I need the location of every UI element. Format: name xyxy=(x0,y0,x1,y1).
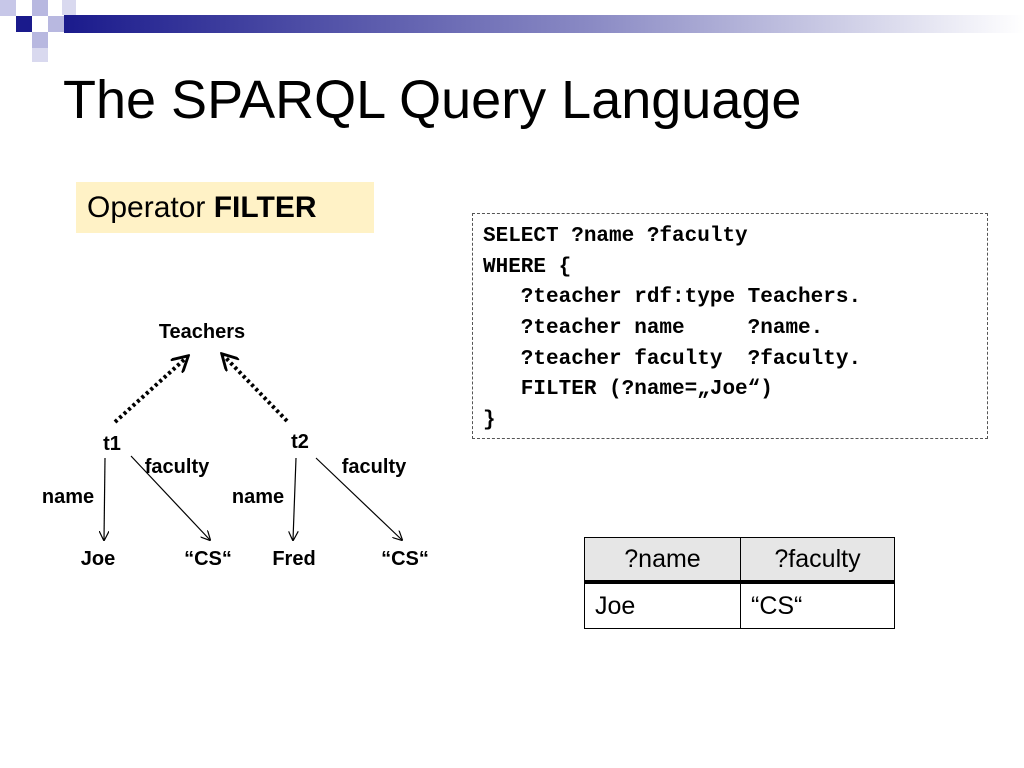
name-edge-t2 xyxy=(293,458,296,540)
header-square xyxy=(16,0,32,16)
value-node-fred: Fred xyxy=(272,548,316,570)
value-node-cs-t2: “CS“ xyxy=(381,548,429,570)
header-square xyxy=(32,48,48,62)
class-node-teachers: Teachers xyxy=(158,321,246,343)
table-header-row xyxy=(585,538,895,583)
rdf-graph-diagram xyxy=(0,300,460,600)
instance-node-t2: t2 xyxy=(291,431,309,453)
edge-label-name-t1: name xyxy=(41,486,95,508)
header-square xyxy=(48,32,64,48)
query-line: FILTER (?name=„Joe“) xyxy=(483,378,773,402)
header-square xyxy=(48,0,64,16)
query-line: ?teacher rdf:type Teachers. xyxy=(483,286,862,310)
query-line: WHERE { xyxy=(483,255,572,279)
edge-label-faculty-t2: faculty xyxy=(341,456,407,478)
column-header-name: ?name xyxy=(585,538,741,583)
header-square xyxy=(16,16,32,32)
value-node-joe: Joe xyxy=(80,548,116,570)
header-square xyxy=(32,32,48,48)
operator-filter-label xyxy=(76,182,374,233)
edge-label-faculty-t1: faculty xyxy=(144,456,210,478)
header-square xyxy=(48,16,64,32)
instance-node-t1: t1 xyxy=(103,433,121,455)
type-edge-t1 xyxy=(115,357,187,422)
label-keyword: FILTER xyxy=(213,191,317,224)
table-row xyxy=(585,582,895,629)
query-line: ?teacher faculty ?faculty. xyxy=(483,347,862,371)
header-square xyxy=(0,0,16,16)
query-line: } xyxy=(483,409,496,433)
result-table xyxy=(584,537,895,629)
type-edge-t2 xyxy=(223,355,287,421)
label-prefix: Operator xyxy=(87,191,214,224)
cell-name: Joe xyxy=(585,582,741,629)
sparql-query-box xyxy=(472,213,988,439)
query-line: ?teacher name ?name. xyxy=(483,317,824,341)
slide-title: The SPARQL Query Language xyxy=(63,70,802,130)
name-edge-t1 xyxy=(104,458,105,540)
header-square xyxy=(16,32,32,48)
header-decoration xyxy=(0,0,1024,62)
value-node-cs-t1: “CS“ xyxy=(184,548,232,570)
header-square xyxy=(32,16,48,32)
query-line: SELECT ?name ?faculty xyxy=(483,225,748,248)
column-header-faculty: ?faculty xyxy=(741,538,895,583)
edge-label-name-t2: name xyxy=(231,486,285,508)
header-gradient-bar xyxy=(62,15,1024,33)
header-square xyxy=(62,0,76,15)
cell-faculty: “CS“ xyxy=(741,582,895,629)
header-square xyxy=(32,0,48,16)
